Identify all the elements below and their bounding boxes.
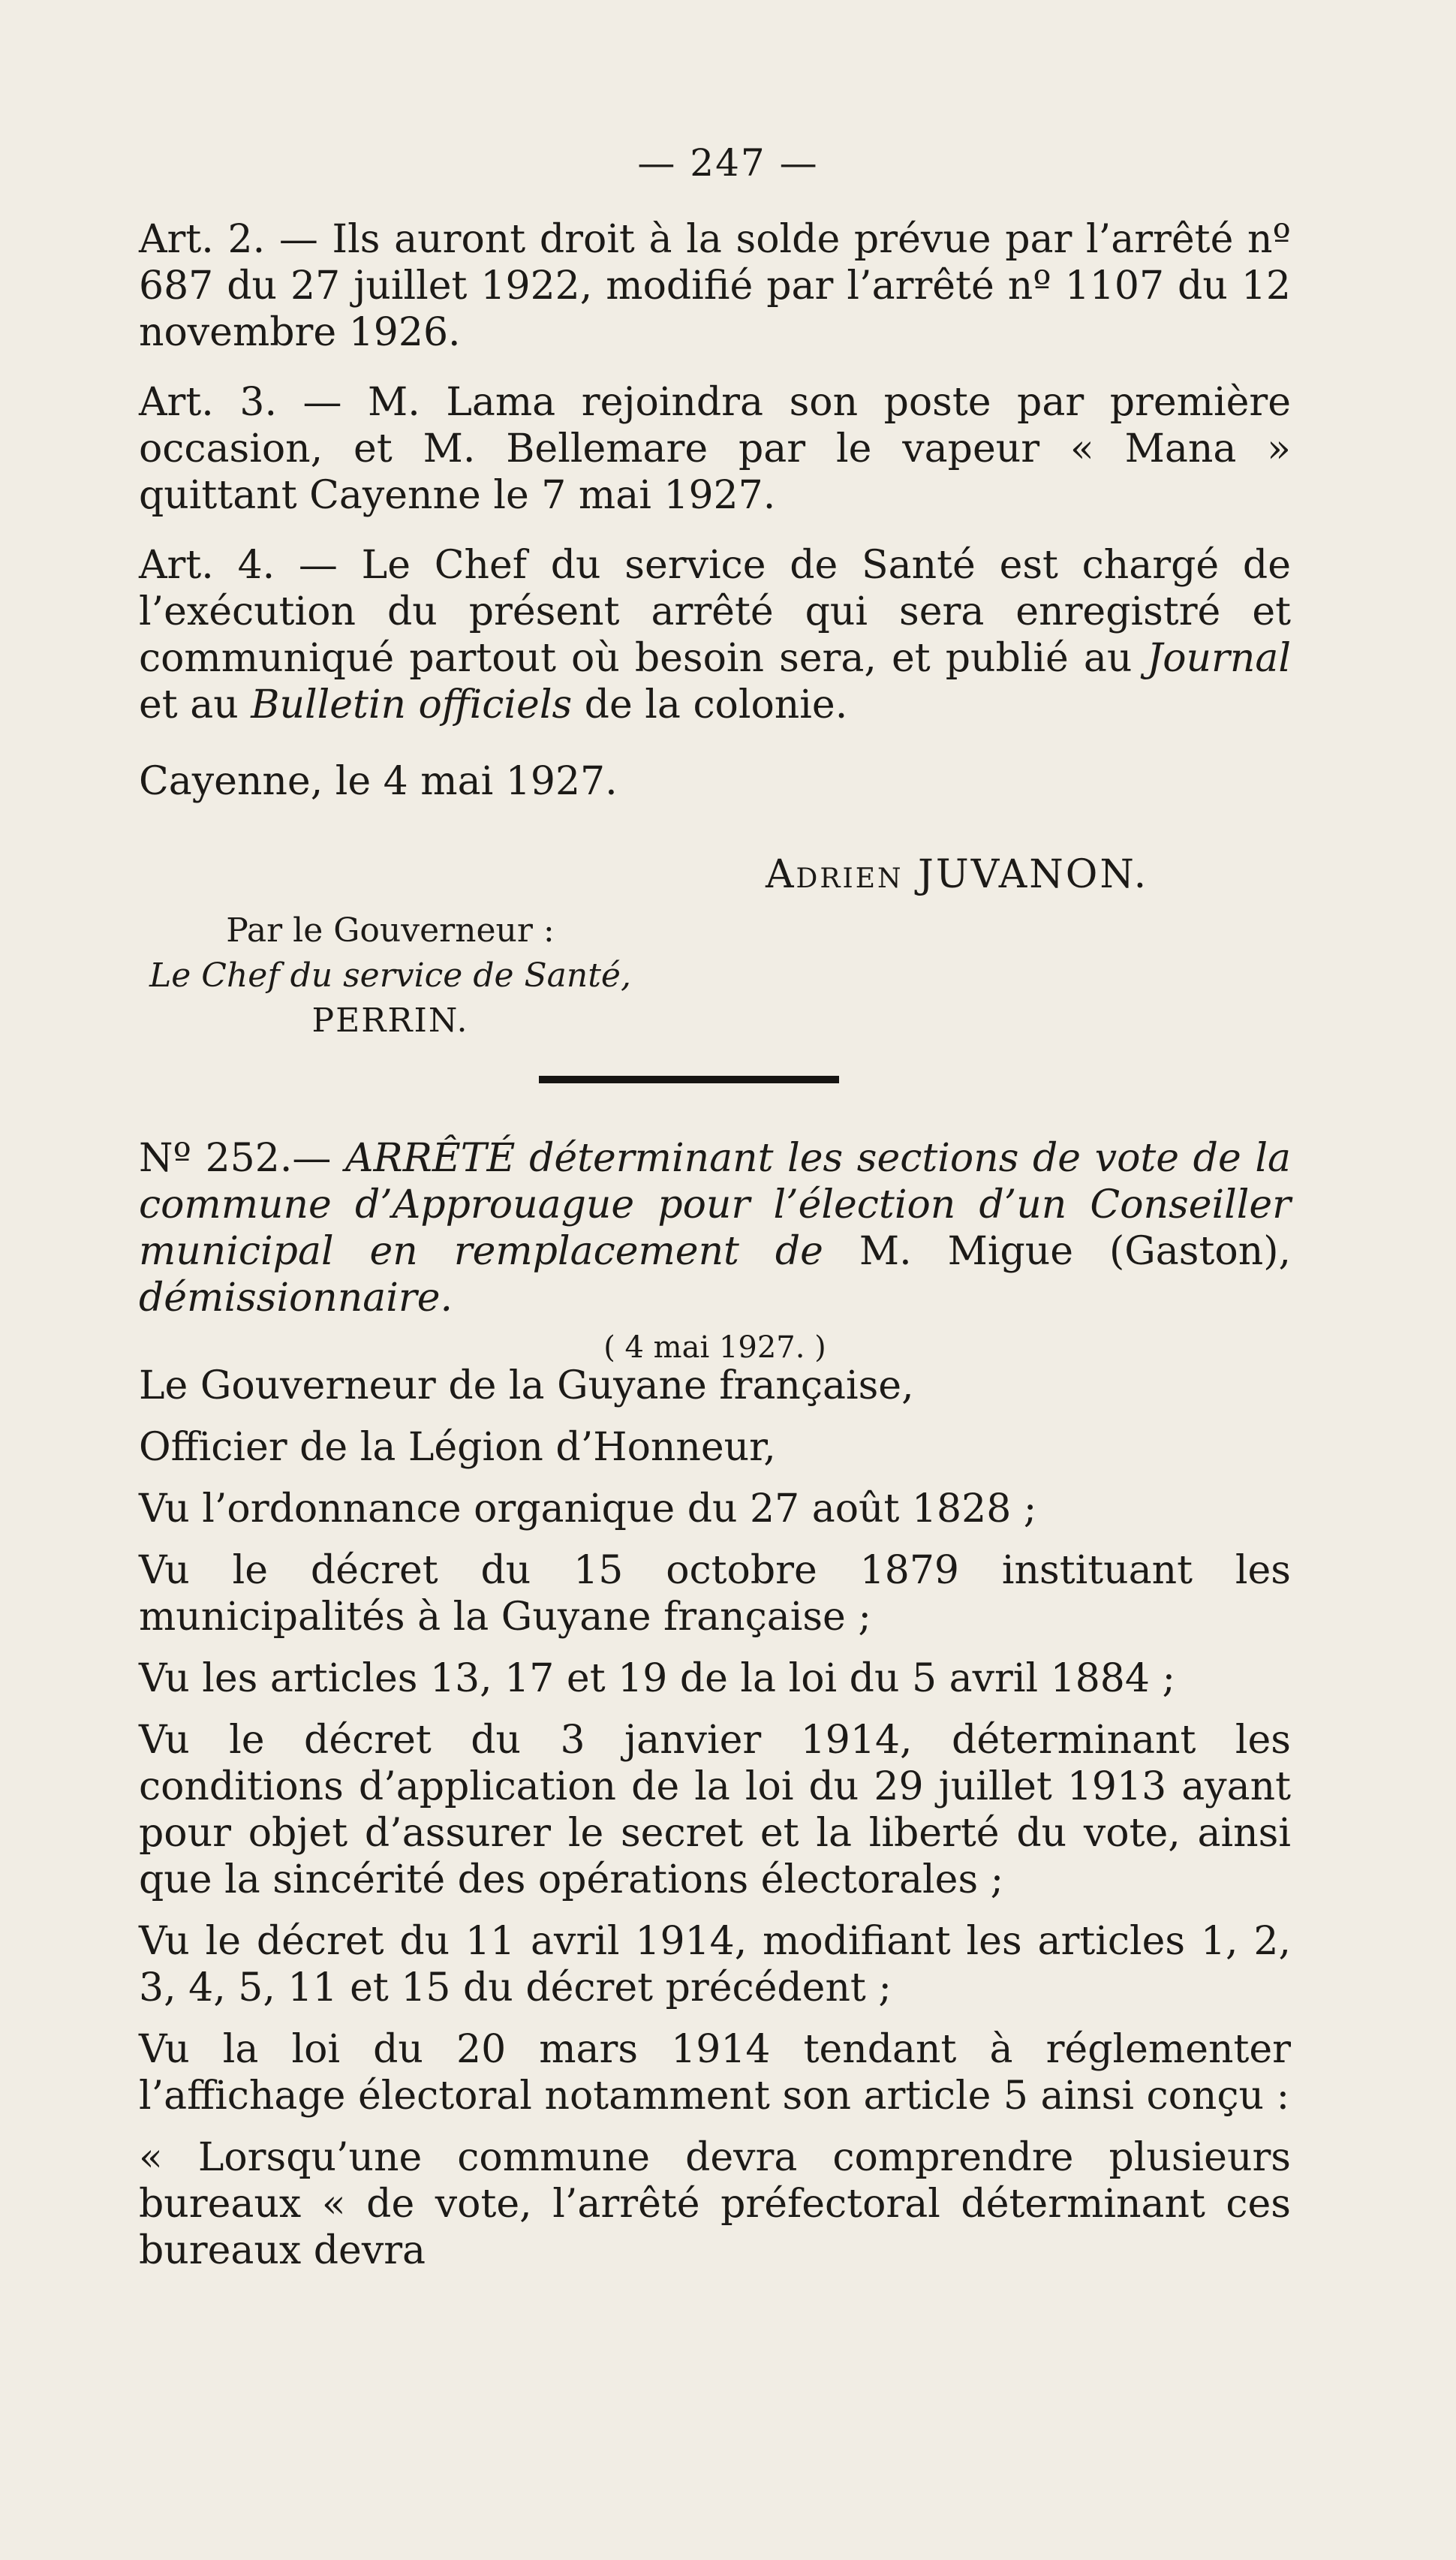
- decree-number: Nº 252.—: [139, 1136, 345, 1181]
- page-number: — 247 —: [637, 141, 819, 185]
- journal-title: Journal: [1147, 636, 1291, 681]
- decree-heading: [139, 1135, 1291, 1371]
- decree-title: [139, 1135, 1291, 1321]
- vu-item: Vu l’ordonnance organique du 27 août 1828 ;: [139, 1486, 1037, 1531]
- article-3-text: Art. 3. — M. Lama rejoindra son poste par première occasion, et M. Bellemare par le vapeur « Mana » quittant Cayenne le 7 mai 1927.: [139, 380, 1291, 518]
- date-place: Cayenne, le 4 mai 1927.: [139, 759, 618, 804]
- article-4-middle: et au: [139, 682, 251, 727]
- article-4: [139, 542, 1291, 728]
- vu-item: Vu le décret du 3 janvier 1914, déterminant les conditions d’application de la loi du 29 juillet 1913 ayant pour objet d’assurer le secret et la liberté du vote, ainsi que la sincérité des opérations électorales ;: [139, 1718, 1291, 1902]
- gouverneur-line: Le Gouverneur de la Guyane française,: [139, 1363, 914, 1408]
- article-4-after: de la colonie.: [572, 682, 848, 727]
- article-4-text: [139, 542, 1291, 728]
- bulletin-title: Bulletin officiels: [251, 682, 573, 727]
- countersign-block: [146, 908, 634, 1044]
- article-3: [139, 379, 1291, 519]
- date-place-block: [139, 758, 1291, 805]
- decree-person: M. Migue (Gaston),: [859, 1229, 1292, 1274]
- signature-perrin: PERRIN.: [311, 1001, 469, 1040]
- section-divider: [539, 1076, 839, 1083]
- decree-date: ( 4 mai 1927. ): [603, 1330, 826, 1365]
- signature-governor: Adrien JUVANON.: [766, 852, 1149, 897]
- vu-item: Vu la loi du 20 mars 1914 tendant à réglementer l’affichage électoral notamment son article 5 ainsi conçu :: [139, 2027, 1291, 2119]
- officier-line: Officier de la Légion d’Honneur,: [139, 1425, 776, 1470]
- article-2-text: Art. 2. — Ils auront droit à la solde prévue par l’arrêté nº 687 du 27 juillet 1922, modifié par l’arrêté nº 1107 du 12 novembre 1926.: [139, 217, 1291, 355]
- preamble: [139, 1363, 1291, 2274]
- vu-item: Vu le décret du 15 octobre 1879 instituant les municipalités à la Guyane française ;: [139, 1548, 1291, 1640]
- vu-item: Vu les articles 13, 17 et 19 de la loi du 5 avril 1884 ;: [139, 1656, 1175, 1701]
- par-le-gouverneur: Par le Gouverneur :: [226, 911, 555, 950]
- decree-title-end: démissionnaire.: [139, 1275, 453, 1321]
- article-4-before: Art. 4. — Le Chef du service de Santé est chargé de l’exécution du présent arrêté qui sera enregistré et communiqué partout où besoin sera, et publié au: [139, 543, 1291, 681]
- chef-service-sante: Le Chef du service de Santé,: [149, 956, 631, 995]
- article-2: [139, 216, 1291, 356]
- quote-text: « Lorsqu’une commune devra comprendre plusieurs bureaux « de vote, l’arrêté préfectoral déterminant ces bureaux devra: [139, 2135, 1291, 2273]
- decree-title-text: ARRÊTÉ déterminant les sections de vote de la commune d’Approuague pour l’élection d’un Conseiller municipal en remplacement de: [139, 1136, 1291, 1274]
- vu-item: Vu le décret du 11 avril 1914, modifiant les articles 1, 2, 3, 4, 5, 11 et 15 du décret précédent ;: [139, 1919, 1291, 2010]
